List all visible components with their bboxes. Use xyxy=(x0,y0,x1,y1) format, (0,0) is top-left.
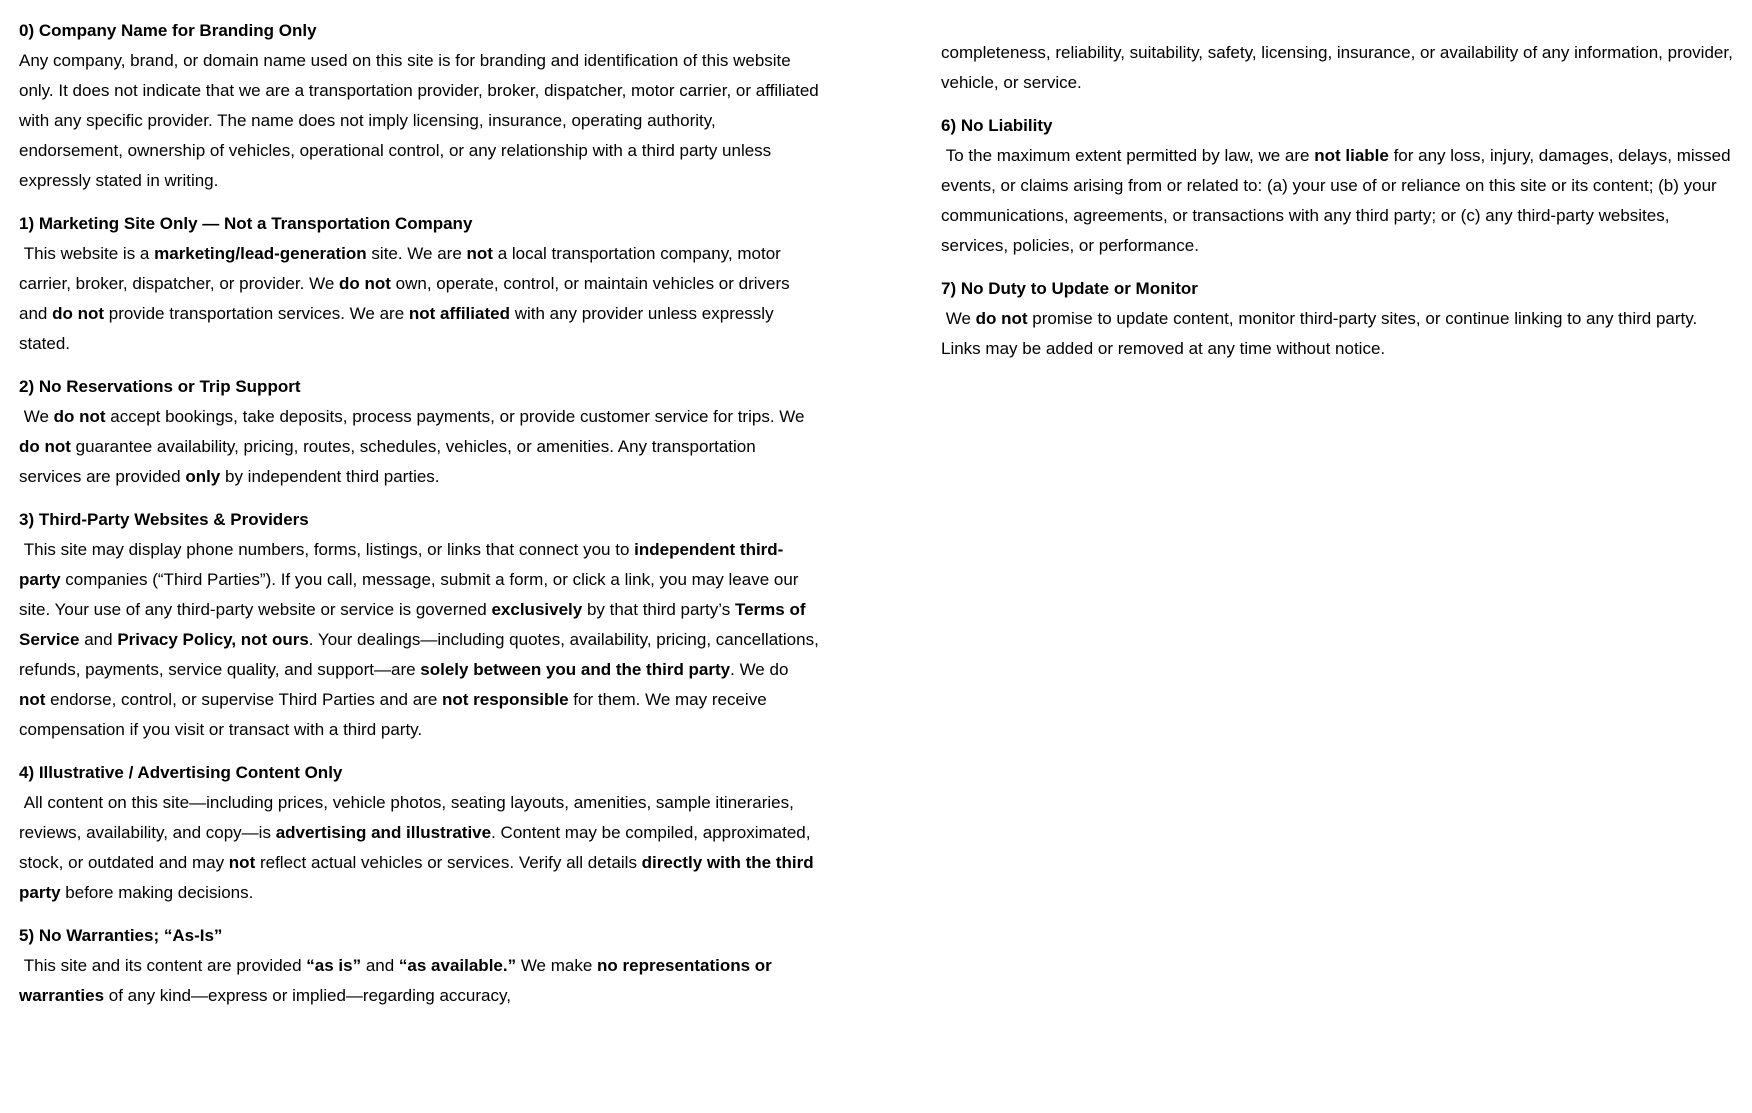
section-3-third-party-websites-heading: 3) Third-Party Websites & Providers xyxy=(19,510,309,529)
text-run: by that third party’s xyxy=(582,600,735,619)
bold-text-run: no representations or warranties xyxy=(19,956,777,1005)
text-run: guarantee availability, pricing, routes, schedules, vehicles, or amenities. Any transportation services are provided xyxy=(19,437,761,486)
bold-text-run: exclusively xyxy=(491,600,583,619)
bold-text-run: not xyxy=(19,690,46,709)
text-run: before making decisions. xyxy=(60,883,254,902)
left-column xyxy=(19,16,824,1024)
section-7-no-duty-to-update xyxy=(941,274,1741,364)
text-run: This website is a xyxy=(19,244,155,263)
text-run: with any provider unless expressly stated. xyxy=(19,304,779,353)
text-run: companies (“Third Parties”). If you call, message, submit a form, or click a link, you may leave our site. Your use of any third-party website or service is governed xyxy=(19,570,804,619)
bold-text-run: not responsible xyxy=(442,690,569,709)
bold-text-run: Terms of Service xyxy=(19,600,811,649)
section-5-no-warranties-heading: 5) No Warranties; “As-Is” xyxy=(19,926,223,945)
bold-text-run: only xyxy=(185,467,221,486)
section-0-branding-only xyxy=(19,16,824,196)
text-run: We make xyxy=(516,956,598,975)
bold-text-run: do not xyxy=(339,274,391,293)
section-5-no-warranties-continued xyxy=(941,38,1741,98)
section-4-illustrative-content xyxy=(19,758,819,908)
text-run: reflect actual vehicles or services. Verify all details xyxy=(255,853,642,872)
text-run: a local transportation company, motor carrier, broker, dispatcher, or provider. We xyxy=(19,244,786,293)
bold-text-run: not liable xyxy=(1314,146,1389,165)
right-column xyxy=(941,38,1741,377)
section-4-illustrative-content-heading: 4) Illustrative / Advertising Content Only xyxy=(19,763,343,782)
text-run: endorse, control, or supervise Third Parties and are xyxy=(45,690,442,709)
bold-text-run: directly with the third party xyxy=(19,853,819,902)
text-run: and xyxy=(79,630,118,649)
text-run: . We do xyxy=(730,660,794,679)
bold-text-run: not xyxy=(228,853,256,872)
text-run: . Your dealings—including quotes, availability, pricing, cancellations, refunds, payments, service quality, and support—are xyxy=(19,630,824,679)
text-run: We xyxy=(941,309,976,328)
text-run: accept bookings, take deposits, process payments, or provide customer service for trips. We xyxy=(105,407,810,426)
text-run: Any company, brand, or domain name used on this site is for branding and identification of this website only. It does not indicate that we are a transportation provider, broker, dispatcher, motor carrier, or affiliated with any specific provider. The name does not imply licensing, insurance, operating authority, endorsement, ownership of vehicles, operational control, or any relationship with a third party unless expressly stated in writing. xyxy=(19,51,824,190)
bold-text-run: do not xyxy=(975,309,1028,328)
bold-text-run: advertising and illustrative xyxy=(275,823,492,842)
section-1-marketing-site-only-heading: 1) Marketing Site Only — Not a Transportation Company xyxy=(19,214,473,233)
text-run: own, operate, control, or maintain vehicles or drivers and xyxy=(19,274,795,323)
section-2-no-reservations-heading: 2) No Reservations or Trip Support xyxy=(19,377,301,396)
section-6-no-liability-heading: 6) No Liability xyxy=(941,116,1053,135)
bold-text-run: marketing/lead-generation xyxy=(154,244,367,263)
bold-text-run: not xyxy=(466,244,493,263)
section-0-branding-only-heading: 0) Company Name for Branding Only xyxy=(19,21,317,40)
bold-text-run: do not xyxy=(19,437,71,456)
bold-text-run: “as available.” xyxy=(398,956,517,975)
bold-text-run: independent third-party xyxy=(19,540,784,589)
text-run: . Content may be compiled, approximated, stock, or outdated and may xyxy=(19,823,816,872)
text-run: This site may display phone numbers, forms, listings, or links that connect you to xyxy=(19,540,635,559)
text-run: To the maximum extent permitted by law, we are xyxy=(941,146,1315,165)
text-run: All content on this site—including prices, vehicle photos, seating layouts, amenities, sample itineraries, reviews, availability, and copy—is xyxy=(19,793,799,842)
text-run: for any loss, injury, damages, delays, missed events, or claims arising from or related to: (a) your use of or reliance on this site or its content; (b) your communications, agreements, or transactions with any third party; or (c) any third-party websites, services, policies, or performance. xyxy=(941,146,1736,255)
section-1-marketing-site-only xyxy=(19,209,819,359)
bold-text-run: “as is” xyxy=(306,956,362,975)
section-2-no-reservations xyxy=(19,372,819,492)
text-run: for them. We may receive compensation if you visit or transact with a third party. xyxy=(19,690,772,739)
bold-text-run: do not xyxy=(53,407,106,426)
text-run: promise to update content, monitor third-party sites, or continue linking to any third party. Links may be added or removed at any time without notice. xyxy=(941,309,1702,358)
text-run: provide transportation services. We are xyxy=(104,304,409,323)
text-run: and xyxy=(361,956,399,975)
section-6-no-liability xyxy=(941,111,1741,261)
text-run: of any kind—express or implied—regarding accuracy, xyxy=(104,986,511,1005)
section-3-third-party-websites xyxy=(19,505,824,745)
section-5-no-warranties xyxy=(19,921,819,1011)
text-run: This site and its content are provided xyxy=(19,956,307,975)
text-run: We xyxy=(19,407,54,426)
bold-text-run: not affiliated xyxy=(408,304,510,323)
text-run: completeness, reliability, suitability, safety, licensing, insurance, or availability of any information, provider, vehicle, or service. xyxy=(941,43,1738,92)
bold-text-run: solely between you and the third party xyxy=(420,660,731,679)
text-run: by independent third parties. xyxy=(220,467,440,486)
section-7-no-duty-to-update-heading: 7) No Duty to Update or Monitor xyxy=(941,279,1198,298)
text-run: site. We are xyxy=(366,244,467,263)
bold-text-run: Privacy Policy, not ours xyxy=(117,630,309,649)
bold-text-run: do not xyxy=(52,304,105,323)
